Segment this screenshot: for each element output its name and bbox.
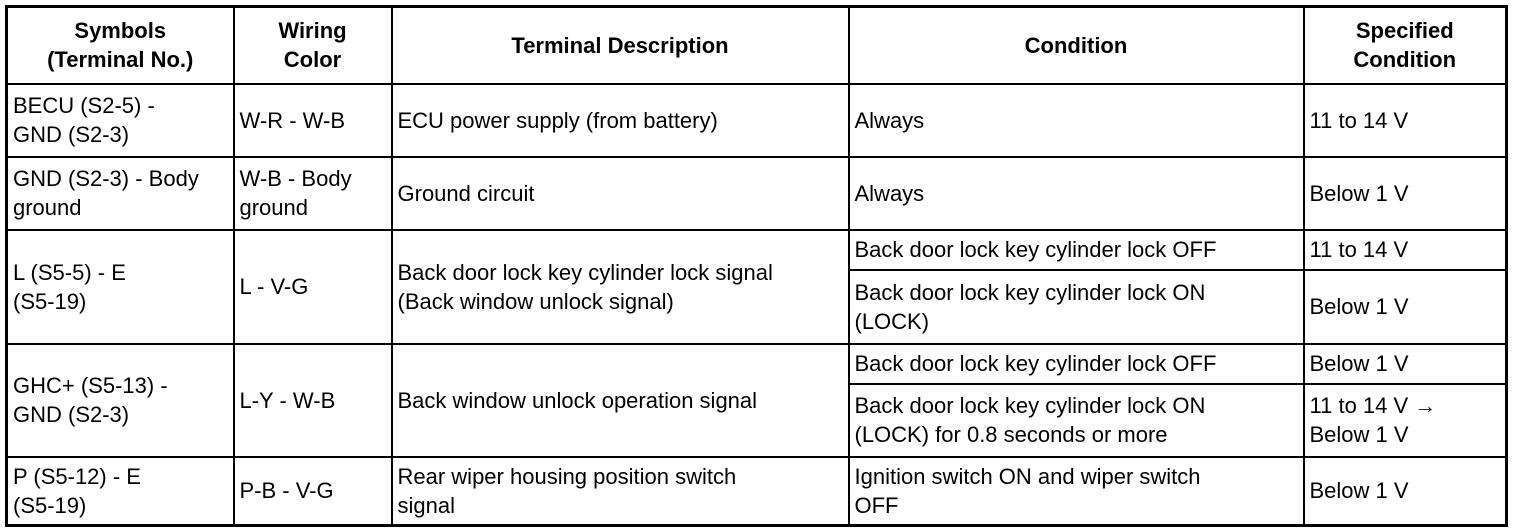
cell-condition: Ignition switch ON and wiper switch OFF [849, 457, 1304, 526]
header-wiring-color: Wiring Color [234, 7, 392, 84]
cell-wiring-color: P-B - V-G [234, 457, 392, 526]
cell-condition: Back door lock key cylinder lock ON (LOCK) for 0.8 seconds or more [849, 384, 1304, 457]
terminal-spec-table [5, 5, 1508, 527]
table-row [7, 230, 1507, 270]
cell-condition: Back door lock key cylinder lock ON (LOCK) [849, 270, 1304, 344]
header-terminal-description: Terminal Description [392, 7, 849, 84]
cell-specified: 11 to 14 V → Below 1 V [1304, 384, 1507, 457]
cell-description: Ground circuit [392, 157, 849, 230]
table-row [7, 157, 1507, 230]
header-row [7, 7, 1507, 84]
cell-symbols: BECU (S2-5) - GND (S2-3) [7, 84, 234, 157]
cell-specified: 11 to 14 V [1304, 84, 1507, 157]
cell-specified: 11 to 14 V [1304, 230, 1507, 270]
cell-symbols: L (S5-5) - E (S5-19) [7, 230, 234, 344]
cell-specified: Below 1 V [1304, 157, 1507, 230]
cell-wiring-color: L - V-G [234, 230, 392, 344]
cell-symbols: P (S5-12) - E (S5-19) [7, 457, 234, 526]
table-row [7, 84, 1507, 157]
cell-symbols: GHC+ (S5-13) - GND (S2-3) [7, 344, 234, 457]
header-symbols: Symbols (Terminal No.) [7, 7, 234, 84]
header-specified-condition: Specified Condition [1304, 7, 1507, 84]
cell-condition: Back door lock key cylinder lock OFF [849, 230, 1304, 270]
header-condition: Condition [849, 7, 1304, 84]
cell-wiring-color: W-R - W-B [234, 84, 392, 157]
cell-description: Back door lock key cylinder lock signal (Back window unlock signal) [392, 230, 849, 344]
cell-description: Rear wiper housing position switch signal [392, 457, 849, 526]
cell-specified: Below 1 V [1304, 270, 1507, 344]
table-row [7, 344, 1507, 384]
cell-condition: Back door lock key cylinder lock OFF [849, 344, 1304, 384]
cell-condition: Always [849, 84, 1304, 157]
cell-wiring-color: W-B - Body ground [234, 157, 392, 230]
table-row [7, 457, 1507, 526]
cell-description: ECU power supply (from battery) [392, 84, 849, 157]
cell-condition: Always [849, 157, 1304, 230]
cell-description: Back window unlock operation signal [392, 344, 849, 457]
cell-symbols: GND (S2-3) - Body ground [7, 157, 234, 230]
cell-wiring-color: L-Y - W-B [234, 344, 392, 457]
cell-specified: Below 1 V [1304, 457, 1507, 526]
cell-specified: Below 1 V [1304, 344, 1507, 384]
